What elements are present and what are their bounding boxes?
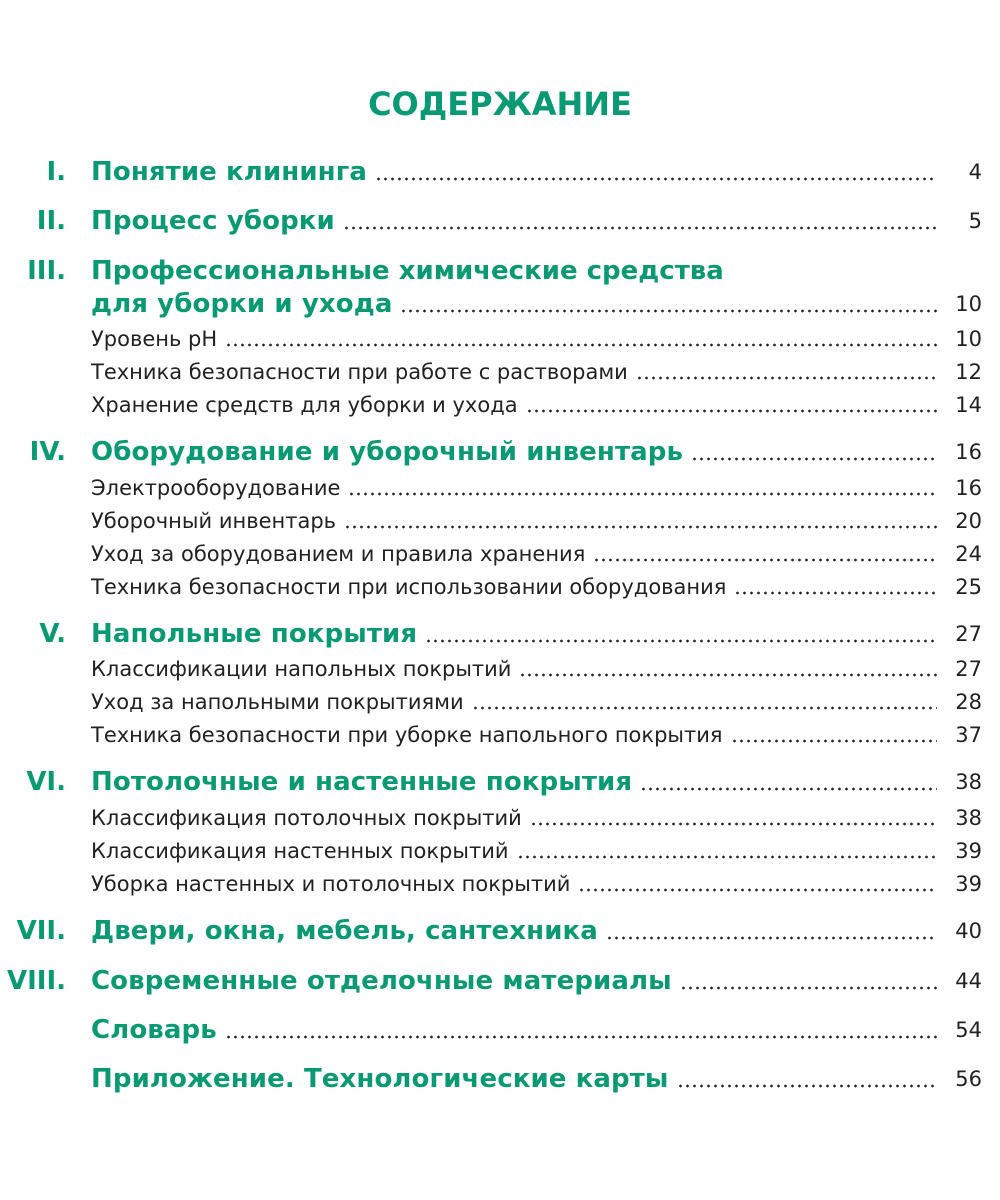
toc-subentry[interactable]	[0, 474, 1000, 504]
chapter-number: VII.	[16, 916, 66, 946]
toc-entry	[91, 688, 937, 716]
toc-entry	[91, 540, 937, 568]
toc-chapter[interactable]	[0, 436, 1000, 470]
toc-entry	[91, 507, 937, 535]
chapter-title: Словарь	[91, 1015, 217, 1045]
dot-leader	[593, 558, 937, 562]
page-number: 38	[955, 806, 982, 830]
toc-subentry[interactable]	[0, 540, 1000, 570]
toc-entry	[91, 474, 937, 502]
toc-entry	[91, 1014, 937, 1046]
toc-entry	[91, 721, 937, 749]
toc-subentry[interactable]	[0, 870, 1000, 900]
toc-chapter[interactable]	[0, 618, 1000, 652]
dot-leader	[530, 822, 937, 826]
chapter-number: I.	[46, 157, 66, 187]
toc-subentry[interactable]	[0, 358, 1000, 388]
page-number: 56	[955, 1067, 982, 1091]
toc-subentry[interactable]	[0, 655, 1000, 685]
chapter-title: Двери, окна, мебель, сантехника	[91, 916, 598, 946]
toc-chapter[interactable]	[0, 1014, 1000, 1048]
subentry-title: Уборочный инвентарь	[91, 509, 337, 533]
chapter-title-line1: Профессиональные химические средства	[91, 256, 724, 286]
page-number: 10	[955, 292, 982, 316]
page-number: 28	[955, 690, 982, 714]
toc-entry	[91, 573, 937, 601]
toc-chapter[interactable]	[0, 205, 1000, 239]
page-number: 54	[955, 1018, 982, 1042]
subentry-title: Уровень pH	[91, 327, 218, 351]
toc-entry	[91, 655, 937, 683]
dot-leader	[375, 177, 937, 181]
chapter-number: VIII.	[6, 966, 66, 996]
chapter-title: для уборки и ухода	[91, 289, 393, 319]
toc-chapter[interactable]	[0, 965, 1000, 999]
dot-leader	[606, 936, 937, 940]
page-number: 14	[955, 393, 982, 417]
page-number: 27	[955, 622, 982, 646]
toc-chapter[interactable]	[0, 156, 1000, 190]
page-number: 39	[955, 839, 982, 863]
dot-leader	[731, 739, 937, 743]
dot-leader	[680, 986, 937, 990]
dot-leader	[677, 1084, 937, 1088]
toc-subentry[interactable]	[0, 804, 1000, 834]
page-number: 5	[968, 209, 982, 233]
dot-leader	[517, 855, 938, 859]
toc-entry	[91, 915, 937, 947]
toc-subentry[interactable]	[0, 507, 1000, 537]
toc-entry	[91, 766, 937, 798]
page-number: 27	[955, 657, 982, 681]
chapter-title: Приложение. Технологические карты	[91, 1064, 669, 1094]
page-number: 12	[955, 360, 982, 384]
subentry-title: Уход за напольными покрытиями	[91, 690, 464, 714]
toc-subentry[interactable]	[0, 688, 1000, 718]
toc-subentry[interactable]	[0, 391, 1000, 421]
chapter-title: Оборудование и уборочный инвентарь	[91, 437, 684, 467]
dot-leader	[526, 409, 937, 413]
dot-leader	[578, 888, 937, 892]
chapter-title: Напольные покрытия	[91, 619, 418, 649]
subentry-title: Электрооборудование	[91, 476, 341, 500]
toc-entry	[91, 837, 937, 865]
toc-chapter[interactable]	[0, 288, 1000, 322]
page-number: 16	[955, 440, 982, 464]
chapter-number: II.	[36, 206, 66, 236]
subentry-title: Хранение средств для уборки и ухода	[91, 393, 518, 417]
dot-leader	[425, 639, 937, 643]
chapter-number: III.	[27, 256, 66, 286]
toc-subentry[interactable]	[0, 837, 1000, 867]
toc-entry	[91, 870, 937, 898]
subentry-title: Уборка настенных и потолочных покрытий	[91, 872, 571, 896]
subentry-title: Техника безопасности при использовании оборудования	[91, 575, 727, 599]
dot-leader	[519, 673, 937, 677]
toc-chapter[interactable]	[0, 915, 1000, 949]
toc-chapter[interactable]	[0, 766, 1000, 800]
dot-leader	[225, 343, 937, 347]
chapter-title: Современные отделочные материалы	[91, 966, 672, 996]
subentry-title: Классификация настенных покрытий	[91, 839, 509, 863]
dot-leader	[640, 787, 937, 791]
toc-subentry[interactable]	[0, 573, 1000, 603]
toc-entry	[91, 804, 937, 832]
subentry-title: Классификации напольных покрытий	[91, 657, 512, 681]
toc-chapter[interactable]	[0, 1063, 1000, 1097]
toc-entry	[91, 436, 937, 468]
dot-leader	[343, 226, 937, 230]
toc-entry	[91, 618, 937, 650]
dot-leader	[734, 591, 937, 595]
page-number: 10	[955, 327, 982, 351]
page-number: 25	[955, 575, 982, 599]
page-title: СОДЕРЖАНИЕ	[368, 85, 632, 123]
dot-leader	[225, 1035, 937, 1039]
page-number: 20	[955, 509, 982, 533]
toc-subentry[interactable]	[0, 721, 1000, 751]
chapter-number: VI.	[26, 767, 66, 797]
subentry-title: Уход за оборудованием и правила хранения	[91, 542, 586, 566]
chapter-title: Понятие клининга	[91, 157, 368, 187]
toc-entry	[91, 358, 937, 386]
subentry-title: Техника безопасности при работе с растворами	[91, 360, 628, 384]
chapter-title: Потолочные и настенные покрытия	[91, 767, 633, 797]
toc-entry	[91, 1063, 937, 1095]
chapter-number: V.	[39, 619, 66, 649]
toc-chapter-first-line[interactable]	[0, 255, 1000, 289]
page-number: 39	[955, 872, 982, 896]
toc-entry	[91, 156, 937, 188]
subentry-title: Техника безопасности при уборке напольного покрытия	[91, 723, 723, 747]
subentry-title: Классификация потолочных покрытий	[91, 806, 522, 830]
toc-subentry[interactable]	[0, 325, 1000, 355]
toc-entry	[91, 288, 937, 320]
page-number: 37	[955, 723, 982, 747]
chapter-number: IV.	[29, 437, 66, 467]
page-number: 24	[955, 542, 982, 566]
page-number: 38	[955, 770, 982, 794]
dot-leader	[400, 309, 937, 313]
page-number: 44	[955, 969, 982, 993]
toc-entry	[91, 325, 937, 353]
page-number: 4	[968, 160, 982, 184]
dot-leader	[344, 525, 937, 529]
dot-leader	[636, 376, 937, 380]
toc-entry	[91, 391, 937, 419]
dot-leader	[691, 457, 937, 461]
page-number: 16	[955, 476, 982, 500]
chapter-title: Процесс уборки	[91, 206, 335, 236]
toc-entry	[91, 205, 937, 237]
dot-leader	[348, 492, 937, 496]
page-number: 40	[955, 919, 982, 943]
dot-leader	[472, 706, 937, 710]
toc-entry	[91, 965, 937, 997]
